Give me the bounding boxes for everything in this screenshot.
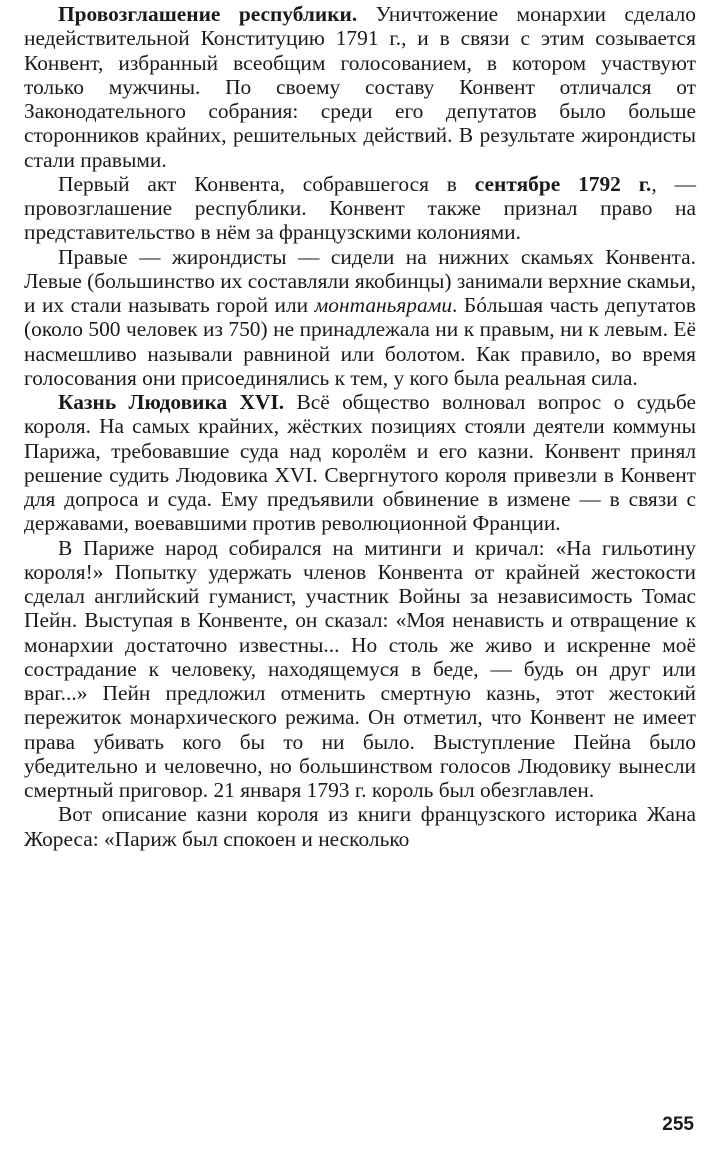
paragraph-text: , — провозглашение республики. Конвент также признал право на представительство в нём за французскими колониями. [24, 171, 696, 245]
page-number: 255 [662, 1114, 694, 1135]
paragraph-text: В Париже народ собирался на митинги и кричал: «На гильотину короля!» Попытку удержать членов Конвента от крайней жестокости сделал английский гуманист, участник Войны за независимость Томас Пейн. Выступая в Конвенте, он сказал: «Моя ненависть и отвращение к монархии достаточно известны... Но столь же живо и искренне моё сострадание к человеку, находящемуся в беде, — будь он друг или враг...» Пейн предложил отменить смертную казнь, этот жестокий пережиток монархического режима. Он отметил, что Конвент не имеет права убивать кого бы то ни было. Выступление Пейна было убедительно и человечно, но большинством голосов Людовику вынесли смертный приговор. 21 января 1793 г. король был обезглавлен. [24, 535, 696, 802]
paragraph-text: Вот описание казни короля из книги французского историка Жана Жореса: «Париж был спокоен и несколько [24, 802, 696, 851]
heading-execution: Казнь Людовика XVI. [58, 390, 285, 414]
date-highlight: сентябре 1792 г. [474, 171, 652, 196]
paragraph-text: Правые — жирондисты — сидели на нижних скамьях Конвента. Левые (большинство их составляли якобинцы) занимали верхние скамьи, и их стали называть горой или [24, 244, 696, 317]
paragraph-text: Всё общество волновал вопрос о судьбе короля. На самых крайних, жёстких позициях стояли деятели коммуны Парижа, требовавшие суда над королём и его казни. Конвент принял решение судить Людовика XVI. Свергнутого короля привезли в Конвент для допроса и суда. Ему предъявили обвинение в измене — в связи с державами, воевавшими против революционной Франции. [24, 390, 696, 536]
paragraph-proclamation [24, 2, 696, 172]
paragraph-factions [24, 245, 696, 391]
paragraph-text: . Бóльшая часть депутатов (около 500 человек из 750) не принадлежала ни к правым, ни к левым. Её насмешливо называли равниной или болотом. Как правило, во время голосования они присоединялись к тем, у кого была реальная сила. [24, 293, 696, 390]
paragraph-jaures [24, 802, 696, 851]
heading-proclamation: Провозглашение республики. [58, 2, 358, 26]
term-montagnards: монтаньярами [314, 293, 453, 317]
paragraph-execution [24, 390, 696, 536]
paragraph-text: Уничтожение монархии сделало недействительной Конституцию 1791 г., и в связи с этим созывается Конвент, избранный всеобщим голосованием, в котором участвуют только мужчины. По своему составу Конвент отличался от Законодательного собрания: среди его депутатов было больше сторонников крайних, решительных действий. В результате жирондисты стали правыми. [24, 2, 697, 172]
page-body [24, 2, 696, 851]
paragraph-text: Первый акт Конвента, собравшегося в [58, 171, 475, 196]
paragraph-first-act [24, 172, 696, 245]
paragraph-paine [24, 536, 696, 803]
